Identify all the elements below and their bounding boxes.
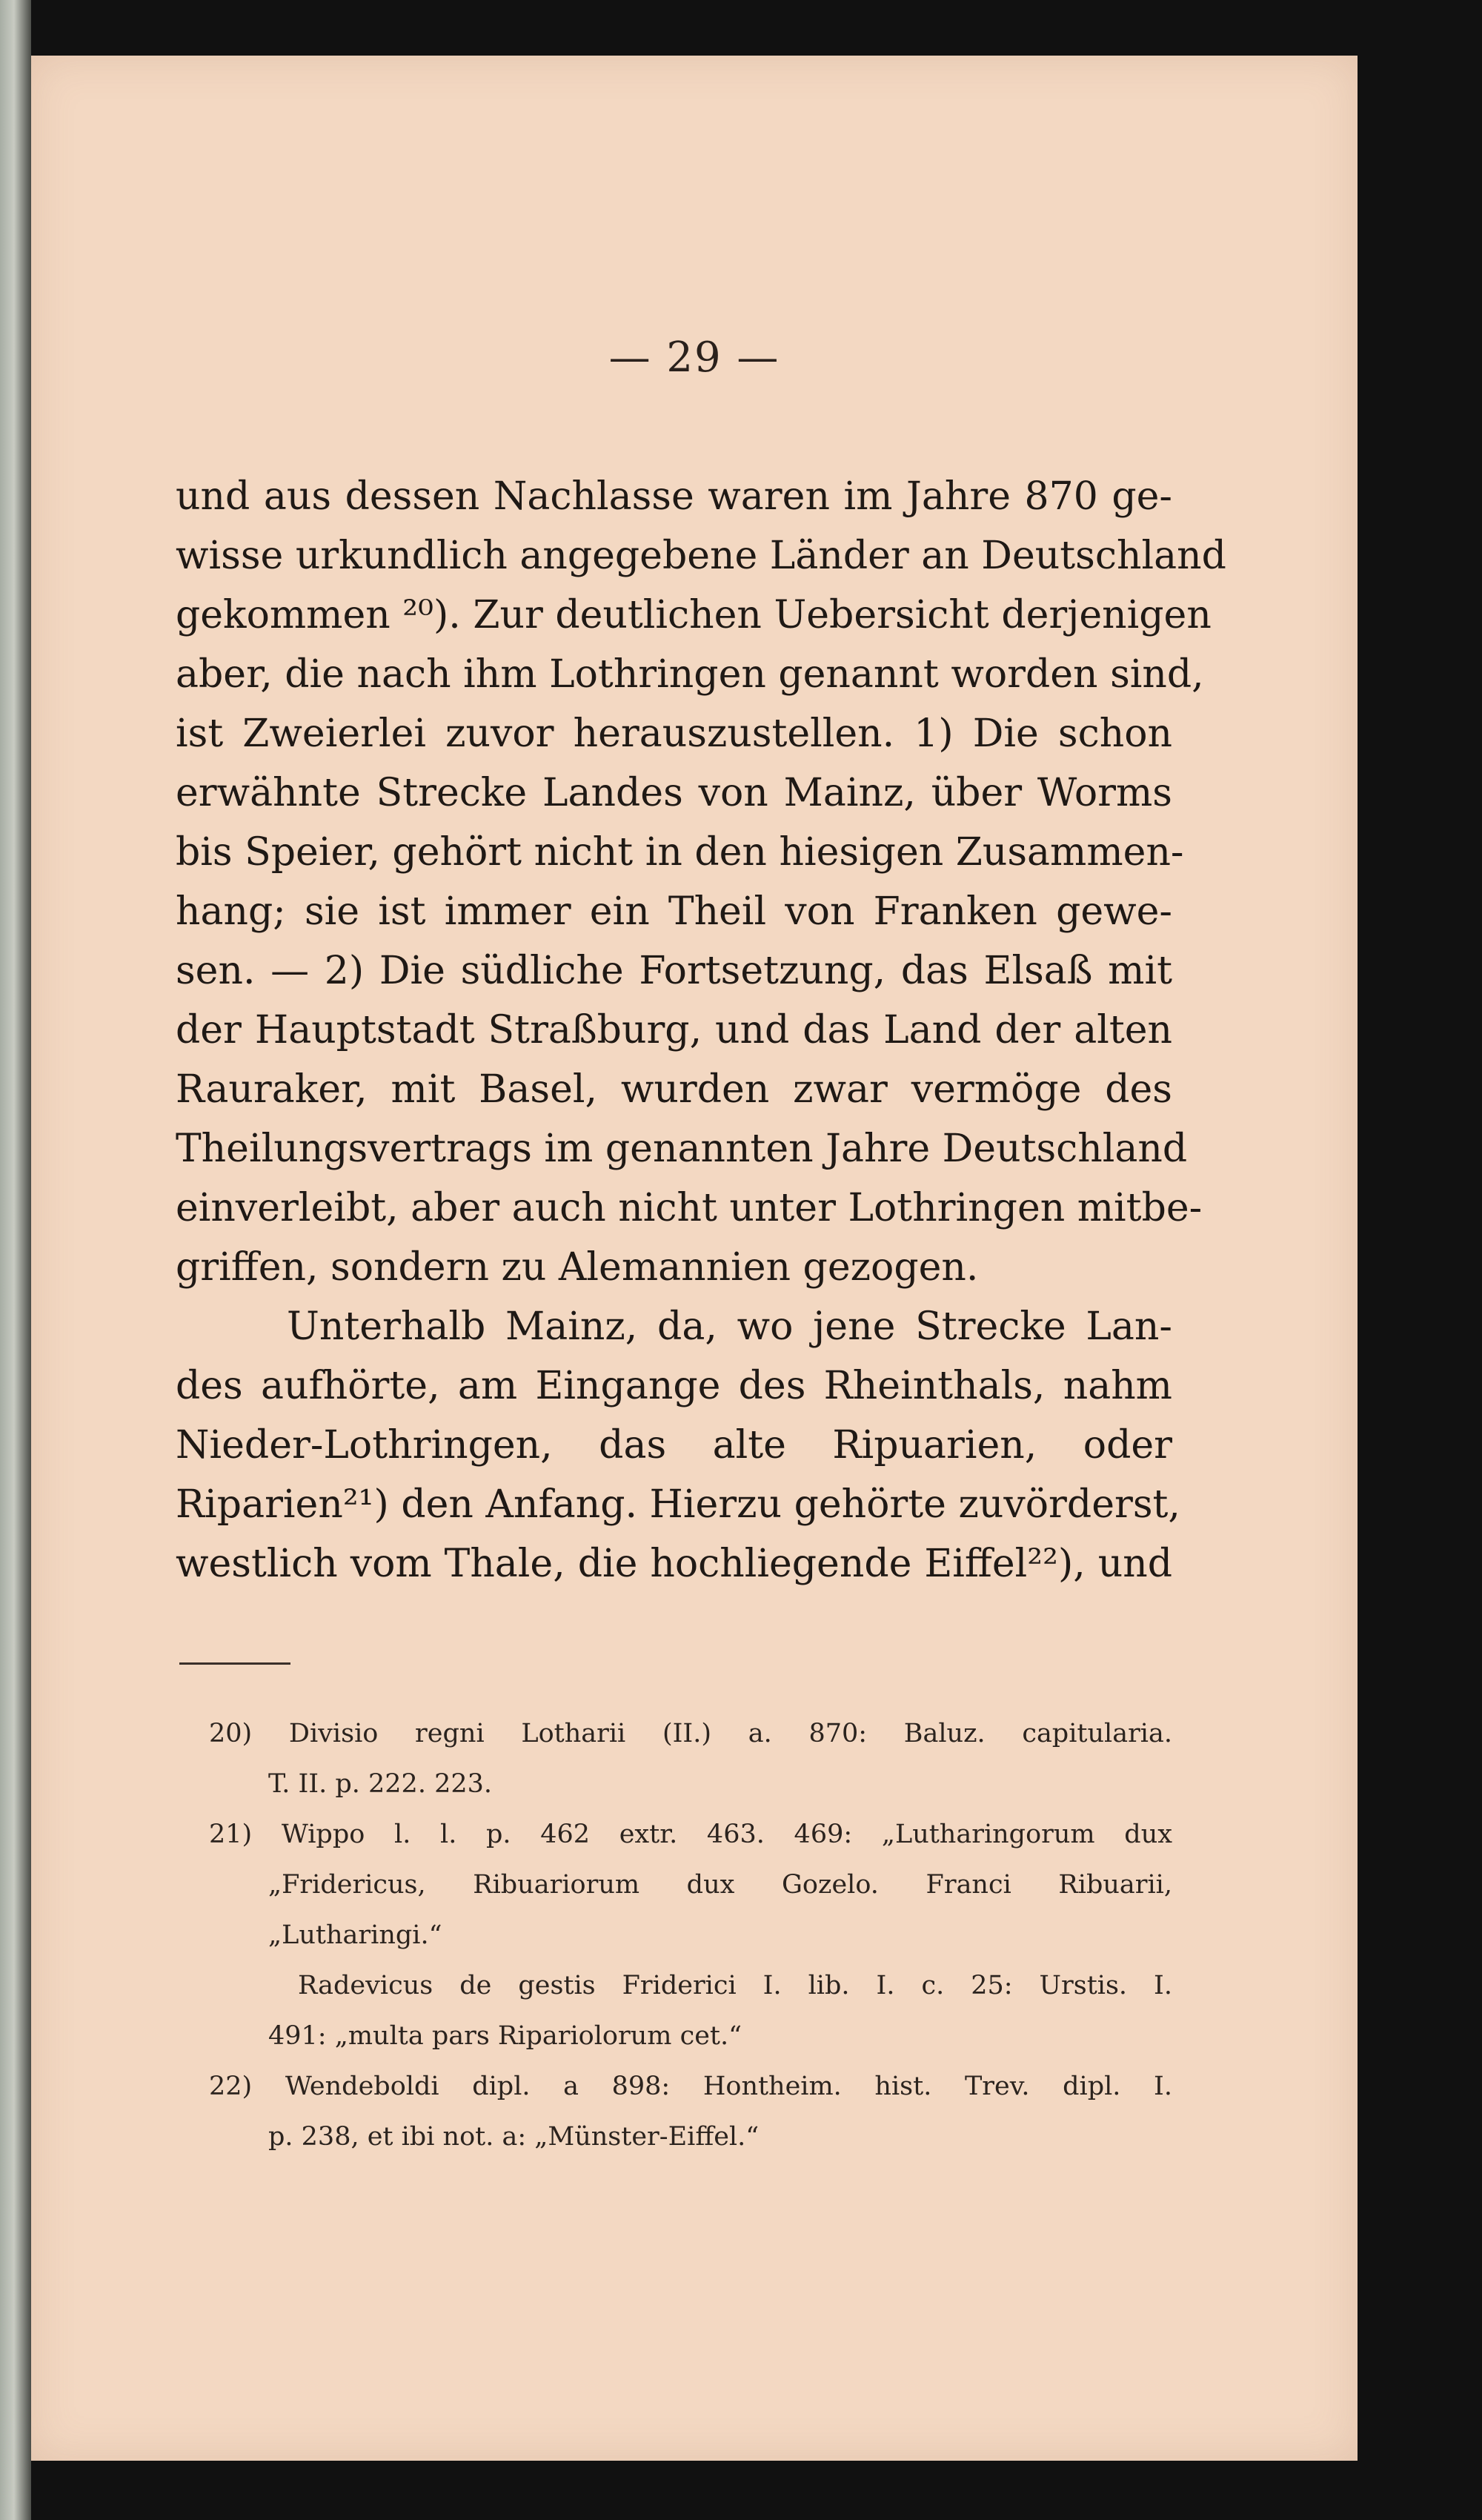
footnote-22-cont: p. 238, et ibi not. a: „Münster-Eiffel.“ [268,2122,760,2152]
text-line: Rauraker, mit Basel, wurden zwar vermöge des [176,1067,1172,1112]
footnote-22: 22) Wendeboldi dipl. a 898: Hontheim. hist. Trev. dipl. I. [209,2072,1172,2101]
text-line: ist Zweierlei zuvor herauszustellen. 1) Die schon [176,712,1172,756]
footnotes-block [209,1708,1172,2162]
text-line: bis Speier, gehört nicht in den hiesigen Zusammen- [176,830,1184,875]
text-line: hang; sie ist immer ein Theil von Franken gewe- [176,889,1172,934]
text-line: einverleibt, aber auch nicht unter Lothringen mitbe- [176,1186,1203,1230]
text-line: und aus dessen Nachlasse waren im Jahre 870 ge- [176,474,1172,519]
footnote-divider [179,1662,290,1665]
main-text-block [176,467,1226,1594]
page-number: — 29 — [608,334,780,382]
text-line: erwähnte Strecke Landes von Mainz, über Worms [176,771,1172,815]
text-line: Nieder-Lothringen, das alte Ripuarien, oder [176,1423,1172,1468]
text-line: des aufhörte, am Eingange des Rheinthals, nahm [176,1364,1172,1408]
book-page [31,56,1358,2461]
text-line: Riparien²¹) den Anfang. Hierzu gehörte zuvörderst, [176,1482,1180,1527]
book-left-edge [0,0,31,2520]
footnote-21-cont: „Fridericus, Ribuariorum dux Gozelo. Franci Ribuarii, [268,1870,1172,1900]
footnote-20-cont: T. II. p. 222. 223. [268,1769,492,1799]
footnote-21: 21) Wippo l. l. p. 462 extr. 463. 469: „Lutharingorum dux [209,1820,1172,1849]
text-line: griffen, sondern zu Alemannien gezogen. [176,1245,979,1290]
text-line: Theilungsvertrags im genannten Jahre Deutschland [176,1127,1188,1171]
footnote-21-cont: Radevicus de gestis Friderici I. lib. I. c. 25: Urstis. I. [298,1971,1172,2000]
text-line: der Hauptstadt Straßburg, und das Land der alten [176,1008,1172,1052]
footnote-20: 20) Divisio regni Lotharii (II.) a. 870: Baluz. capitularia. [209,1719,1172,1748]
text-line: wisse urkundlich angegebene Länder an Deutschland [176,534,1226,578]
text-line: gekommen ²⁰). Zur deutlichen Uebersicht derjenigen [176,593,1212,637]
text-line: aber, die nach ihm Lothringen genannt worden sind, [176,652,1204,697]
footnote-21-cont: „Lutharingi.“ [268,1920,442,1950]
text-line: westlich vom Thale, die hochliegende Eiffel²²), und [176,1542,1172,1586]
text-line: Unterhalb Mainz, da, wo jene Strecke Lan- [287,1304,1172,1349]
text-line: sen. — 2) Die südliche Fortsetzung, das Elsaß mit [176,949,1172,993]
footnote-21-cont: 491: „multa pars Ripariolorum cet.“ [268,2021,742,2051]
